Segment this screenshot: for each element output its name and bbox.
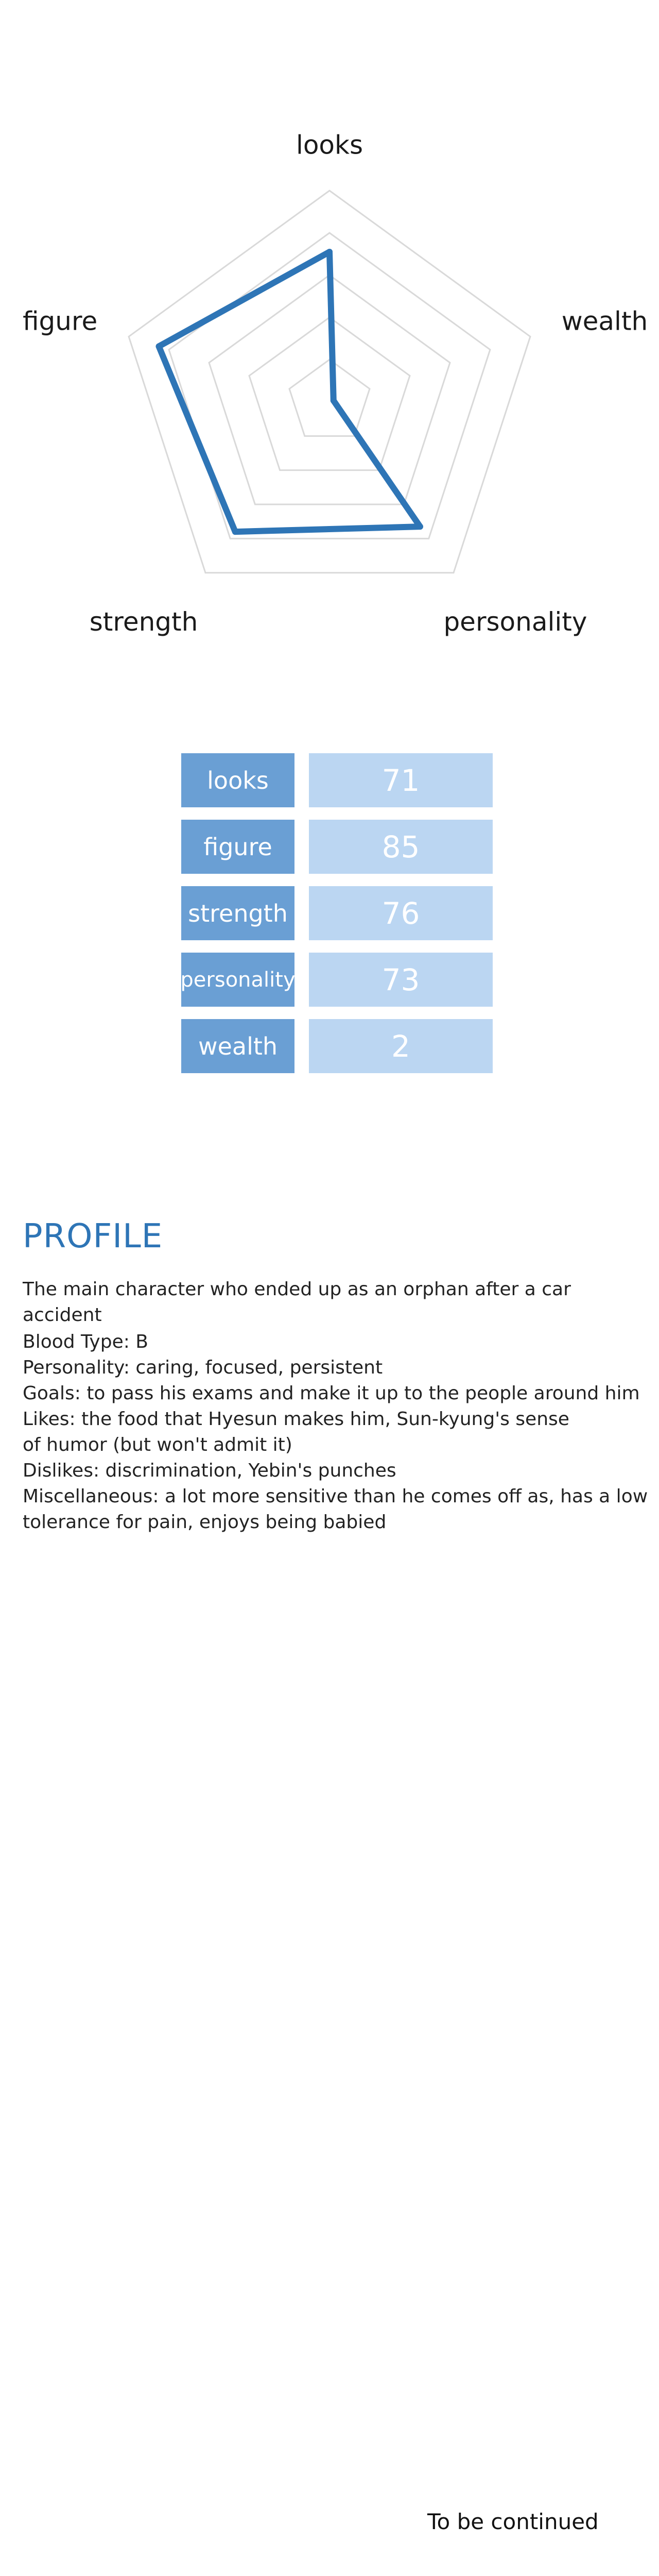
stats-table	[181, 753, 493, 1086]
stat-value: 71	[309, 753, 493, 807]
radar-axis-label-strength: strength	[89, 606, 198, 637]
radar-series-line	[159, 252, 420, 532]
radar-axis-label-looks: looks	[296, 130, 363, 160]
radar-grid	[129, 191, 530, 573]
radar-axis-label-wealth: wealth	[561, 306, 648, 336]
stat-row-personality	[181, 953, 493, 1007]
stat-row-strength	[181, 886, 493, 940]
profile-detail-dislikes: Dislikes: discrimination, Yebin's punches	[23, 1460, 396, 1481]
to-be-continued-text: To be continued	[427, 2509, 599, 2534]
stat-row-figure	[181, 820, 493, 874]
stat-label: strength	[181, 886, 294, 940]
radar-grid-ring	[129, 191, 530, 573]
stat-label: looks	[181, 753, 294, 807]
profile-detail-likes-continued: of humor (but won't admit it)	[23, 1434, 292, 1455]
stat-label: personality	[181, 953, 294, 1007]
profile-detail-miscellaneous-continued: tolerance for pain, enjoys being babied	[23, 1512, 387, 1533]
radar-point-wealth	[331, 397, 337, 403]
profile-detail-likes: Likes: the food that Hyesun makes him, Sun-kyung's sense	[23, 1409, 569, 1430]
stat-label: wealth	[181, 1019, 294, 1073]
stat-label: figure	[181, 820, 294, 874]
radar-point-looks	[326, 249, 333, 255]
radar-axis-label-personality: personality	[443, 606, 587, 637]
radar-point-figure	[156, 343, 162, 349]
profile-detail-personality: Personality: caring, focused, persistent	[23, 1357, 383, 1378]
profile-detail-goals: Goals: to pass his exams and make it up to the people around him	[23, 1383, 640, 1404]
profile-details	[23, 1329, 648, 1535]
stat-row-wealth	[181, 1019, 493, 1073]
stat-value: 73	[309, 953, 493, 1007]
stat-value: 76	[309, 886, 493, 940]
radar-chart	[0, 0, 659, 670]
stat-value: 2	[309, 1019, 493, 1073]
profile-detail-blood-type: Blood Type: B	[23, 1331, 149, 1352]
profile-title: PROFILE	[23, 1217, 163, 1256]
radar-grid-ring	[289, 360, 370, 436]
stat-row-looks	[181, 753, 493, 807]
radar-series	[156, 249, 423, 535]
profile-detail-miscellaneous: Miscellaneous: a lot more sensitive than he comes off as, has a low	[23, 1486, 648, 1507]
radar-point-strength	[232, 529, 238, 535]
profile-summary: The main character who ended up as an orphan after a car accident	[23, 1279, 571, 1326]
radar-axis-label-figure: figure	[23, 306, 98, 336]
stat-value: 85	[309, 820, 493, 874]
radar-point-personality	[417, 523, 423, 530]
